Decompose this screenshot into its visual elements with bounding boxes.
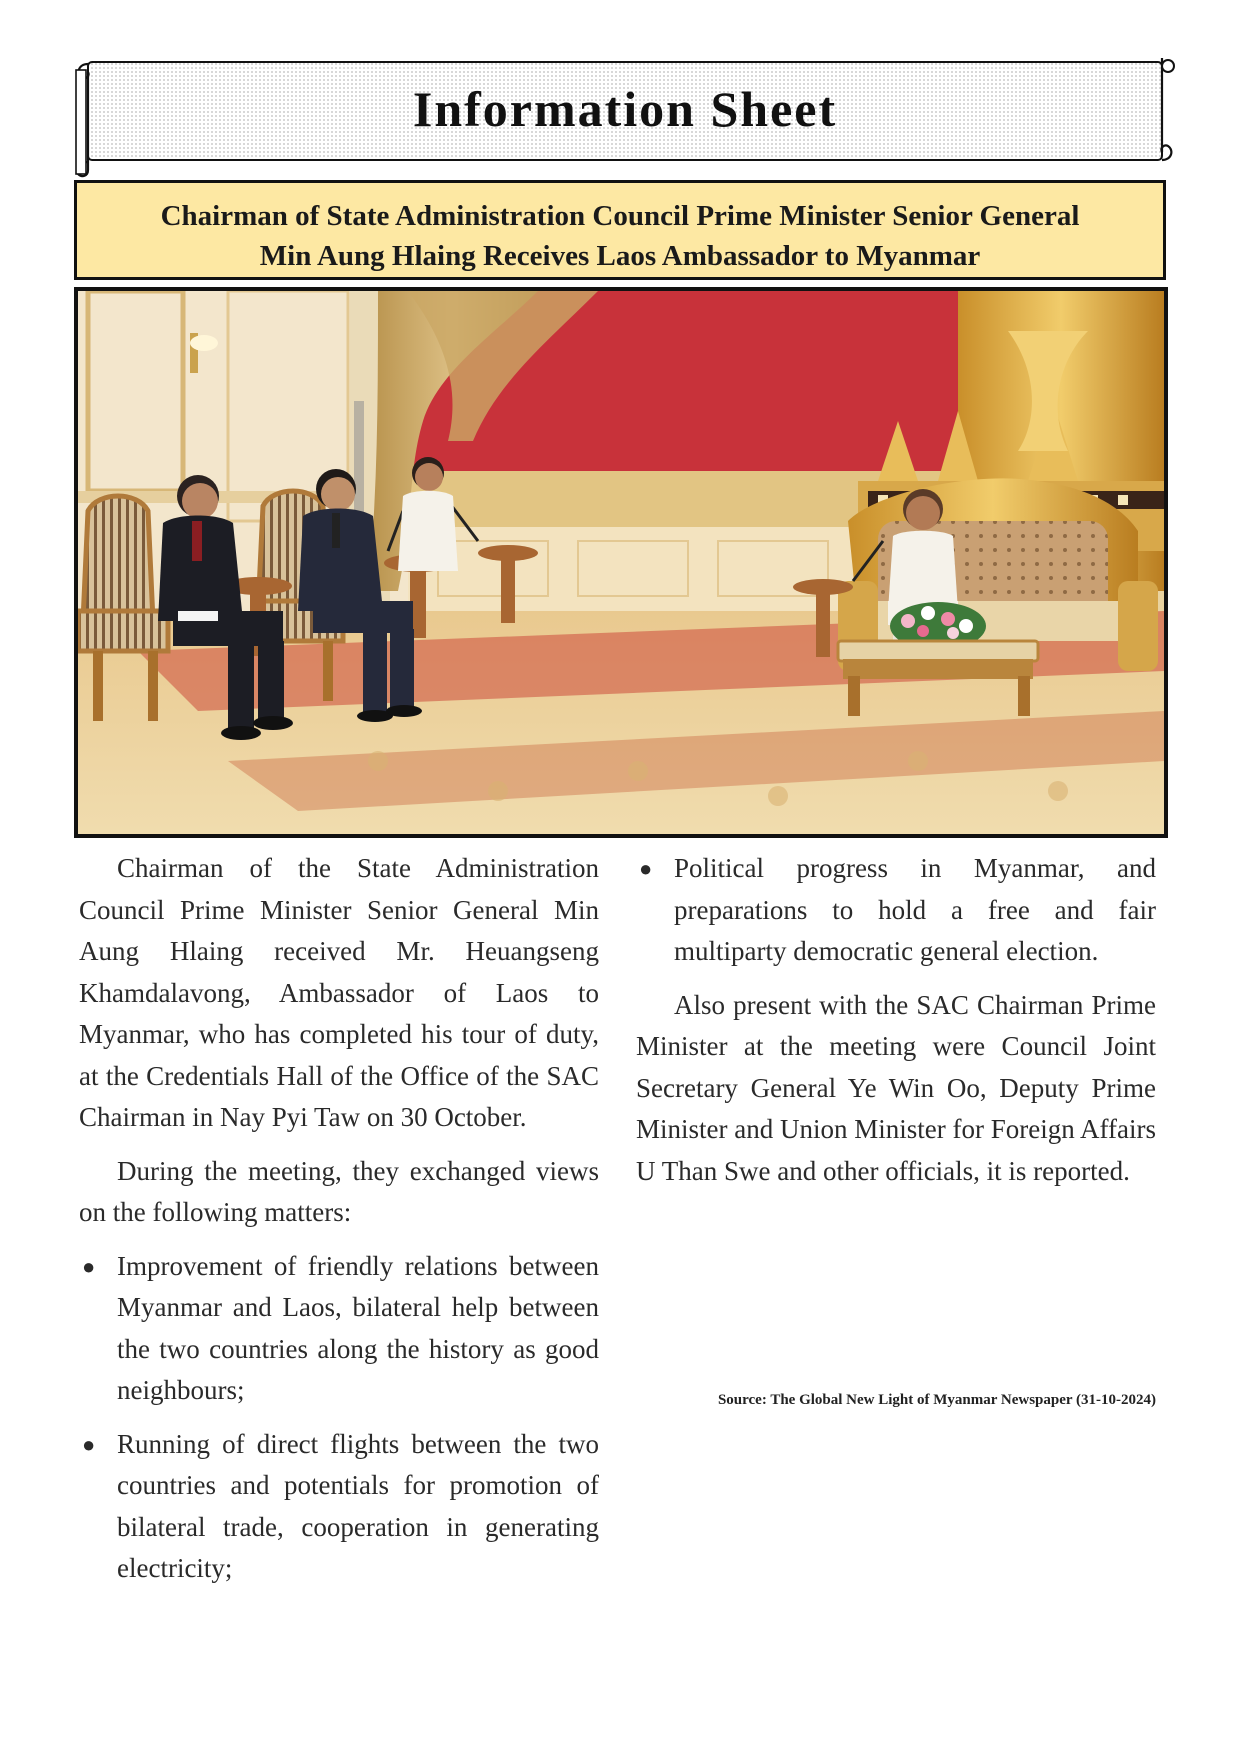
right-column bbox=[636, 848, 1156, 1204]
meeting-photo-illustration bbox=[78, 291, 1164, 834]
intro-paragraph: Chairman of the State Administration Council Prime Minister Senior General Min Aung Hlaing received Mr. Heuangseng Khamdalavong, Ambassador of Laos to Myanmar, who has completed his tour of duty, at the Credentials Hall of the Office of the SAC Chairman in Nay Pyi Taw on 30 October. bbox=[79, 853, 599, 1132]
matters-list bbox=[79, 1246, 599, 1590]
page-title: Information Sheet bbox=[412, 81, 838, 137]
headline-line-2: Min Aung Hlaing Receives Laos Ambassador to Myanmar bbox=[259, 240, 981, 272]
list-item-text: Political progress in Myanmar, and preparations to hold a free and fair multiparty democratic general election. bbox=[674, 853, 1156, 966]
meeting-photo bbox=[74, 287, 1168, 838]
list-item bbox=[79, 1246, 599, 1412]
scroll-banner bbox=[74, 58, 1176, 180]
source-credit: Source: The Global New Light of Myanmar Newspaper (31-10-2024) bbox=[717, 1392, 1156, 1408]
attendees-paragraph: Also present with the SAC Chairman Prime Minister at the meeting were Council Joint Secretary General Ye Win Oo, Deputy Prime Minister and Union Minister for Foreign Affairs U Than Swe and other officials, it is reported. bbox=[636, 989, 1156, 1186]
bullet-icon: ● bbox=[82, 1431, 96, 1457]
matters-list-continued bbox=[636, 848, 1156, 973]
headline-line-1: Chairman of State Administration Council Prime Minister Senior General bbox=[160, 200, 1080, 232]
bullet-icon: ● bbox=[82, 1253, 96, 1279]
list-item-text: Improvement of friendly relations between Myanmar and Laos, bilateral help between the two countries along the history as good neighbours; bbox=[117, 1250, 599, 1405]
meeting-paragraph: During the meeting, they exchanged views on the following matters: bbox=[79, 1155, 599, 1227]
headline-box bbox=[74, 180, 1166, 280]
list-item-text: Running of direct flights between the two countries and potentials for promotion of bilateral trade, cooperation in generating electricity; bbox=[117, 1428, 599, 1583]
list-item bbox=[636, 848, 1156, 973]
list-item bbox=[79, 1424, 599, 1590]
bullet-icon: ● bbox=[639, 856, 653, 881]
left-column bbox=[79, 848, 599, 1602]
